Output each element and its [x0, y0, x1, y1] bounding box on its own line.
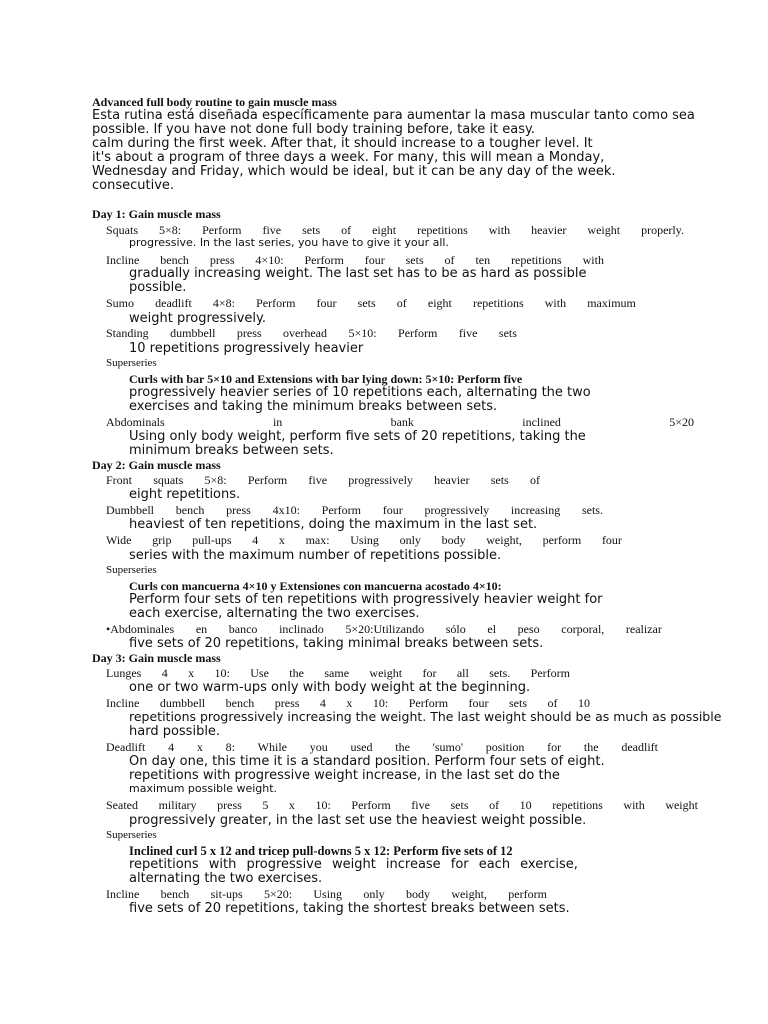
word: 5×8:	[159, 223, 182, 237]
day1-superseries-label: Superseries	[106, 357, 157, 369]
word: four	[601, 533, 622, 547]
word: max:	[305, 533, 330, 547]
day3-situps-line	[106, 888, 547, 900]
word: only	[399, 533, 421, 547]
day2-wide-continuation: series with the maximum number of repetitions possible.	[129, 548, 502, 563]
day3-situps-continuation: five sets of 20 repetitions, taking the shortest breaks between sets.	[129, 901, 570, 916]
word: 4×10:	[255, 253, 284, 267]
day2-wide-line	[106, 534, 622, 546]
intro-line: Esta rutina está diseñada específicamente para aumentar la masa muscular tanto como sea	[92, 108, 695, 123]
word: 8:	[225, 740, 235, 754]
word: 4	[161, 666, 168, 680]
word: only	[363, 887, 385, 901]
intro-line: Wednesday and Friday, which would be ideal, but it can be any day of the week.	[92, 164, 616, 179]
day3-incline-continuation: repetitions progressively increasing the weight. The last weight should be as much as possible	[129, 709, 722, 724]
word: x	[288, 798, 295, 812]
word: the	[583, 740, 599, 754]
word: While	[257, 740, 287, 754]
day1-sumo-line	[106, 297, 636, 309]
day2-dumbbell-continuation: heaviest of ten repetitions, doing the maximum in the last set.	[129, 517, 538, 532]
word: deadlift	[621, 740, 658, 754]
intro-line: calm during the first week. After that, it should increase to a tougher level. It	[92, 136, 593, 151]
word: corporal,	[561, 622, 605, 636]
word: for	[422, 666, 437, 680]
word: deadlift	[155, 296, 192, 310]
word: weight,	[486, 533, 522, 547]
word: 5×10:	[348, 326, 377, 340]
word: progressively	[348, 473, 413, 487]
word: press	[209, 253, 235, 267]
day3-deadlift-continuation: repetitions with progressive weight increase, in the last set do the	[129, 768, 560, 783]
day3-heading: Day 3: Gain muscle mass	[92, 651, 221, 665]
word: Perform	[398, 326, 438, 340]
word: weight	[369, 666, 403, 680]
word: of	[529, 473, 540, 487]
word: Using	[313, 887, 343, 901]
word: eight	[372, 223, 397, 237]
day1-abs-continuation: minimum breaks between sets.	[129, 443, 334, 458]
day1-curls-continuation: exercises and taking the minimum breaks between sets.	[129, 399, 498, 414]
word: of	[341, 223, 352, 237]
day1-incline-continuation: gradually increasing weight. The last set has to be as hard as possible	[129, 266, 587, 281]
day2-heading: Day 2: Gain muscle mass	[92, 458, 221, 472]
word: bench	[160, 253, 189, 267]
word: Seated	[106, 798, 138, 812]
word: Perform	[304, 253, 344, 267]
word: pull-ups	[192, 533, 232, 547]
day2-curls-line: Curls con mancuerna 4×10 y Extensiones con mancuerna acostado 4×10:	[129, 579, 502, 593]
word: you	[309, 740, 328, 754]
word: 5×20:	[263, 887, 293, 901]
word: Abdominals	[106, 415, 165, 429]
word: press	[274, 696, 300, 710]
word: with	[623, 798, 645, 812]
word: bench	[160, 887, 190, 901]
day3-seated-line	[106, 799, 698, 811]
word: weight	[331, 857, 376, 872]
day3-deadlift-line	[106, 741, 658, 753]
word: four	[364, 253, 385, 267]
word: x	[278, 533, 285, 547]
word: body	[441, 533, 466, 547]
word: x	[196, 740, 203, 754]
word: 4x10:	[272, 503, 300, 517]
word: four	[316, 296, 337, 310]
word: with	[488, 223, 511, 237]
day1-curls-line: Curls with bar 5×10 and Extensions with bar lying down: 5×10: Perform five	[129, 372, 523, 386]
word: all	[456, 666, 469, 680]
document-title: Advanced full body routine to gain muscle mass	[92, 95, 337, 109]
word: press	[217, 798, 242, 812]
day2-front-continuation: eight repetitions.	[129, 487, 241, 502]
day3-deadlift-continuation: maximum possible weight.	[129, 782, 278, 795]
word: for	[450, 857, 469, 872]
word: sets.	[489, 666, 511, 680]
word: with	[544, 296, 567, 310]
word: five	[308, 473, 328, 487]
word: •Abdominales	[106, 622, 175, 636]
day1-sumo-continuation: weight progressively.	[129, 311, 266, 326]
word: sets	[357, 296, 376, 310]
word: increase	[385, 857, 441, 872]
word: Perform	[530, 666, 570, 680]
word: grip	[152, 533, 172, 547]
word: five	[262, 223, 282, 237]
word: bench	[175, 503, 205, 517]
word: press	[236, 326, 262, 340]
day3-incline-continuation: hard possible.	[129, 724, 221, 739]
day3-seated-continuation: progressively greater, in the last set use the heaviest weight possible.	[129, 813, 587, 828]
word: Incline	[106, 253, 140, 267]
word: Perform	[351, 798, 391, 812]
word: Incline	[106, 887, 140, 901]
word: 10:	[372, 696, 389, 710]
word: with	[582, 253, 604, 267]
word: 10:	[315, 798, 331, 812]
word: progressive	[246, 857, 322, 872]
day2-abs-continuation: five sets of 20 repetitions, taking minimal breaks between sets.	[129, 636, 544, 651]
day1-squats-line	[106, 224, 684, 236]
word: peso	[517, 622, 540, 636]
word: weight	[665, 798, 698, 812]
word: 5×20	[669, 415, 694, 429]
word: inclined	[522, 415, 561, 429]
day1-abs-line	[106, 416, 694, 428]
word: 5	[262, 798, 269, 812]
day2-curls-continuation: Perform four sets of ten repetitions with progressively heavier weight for	[129, 592, 603, 607]
word: 4	[252, 533, 259, 547]
word: bench	[225, 696, 255, 710]
word: 4	[319, 696, 326, 710]
day1-standing-line	[106, 327, 517, 339]
word: dumbbell	[170, 326, 216, 340]
word: 'sumo'	[432, 740, 463, 754]
word: Squats	[106, 223, 139, 237]
word: properly.	[641, 223, 684, 237]
day3-inclined-curl-continuation	[129, 858, 578, 871]
word: Wide	[106, 533, 132, 547]
word: each	[478, 857, 511, 872]
day1-heading: Day 1: Gain muscle mass	[92, 207, 221, 221]
word: four	[468, 696, 489, 710]
day3-incline-line	[106, 697, 590, 709]
day3-deadlift-continuation: On day one, this time it is a standard position. Perform four sets of eight.	[129, 754, 605, 769]
word: Using	[350, 533, 379, 547]
word: dumbbell	[159, 696, 206, 710]
word: Perform	[321, 503, 361, 517]
word: 5×8:	[204, 473, 227, 487]
day1-abs-continuation: Using only body weight, perform five sets of 20 repetitions, taking the	[129, 429, 586, 444]
day1-standing-continuation: 10 repetitions progressively heavier	[129, 341, 364, 356]
word: perform	[542, 533, 582, 547]
word: body	[406, 887, 430, 901]
word: Use	[250, 666, 269, 680]
word: weight,	[451, 887, 487, 901]
word: for	[547, 740, 562, 754]
word: Deadlift	[106, 740, 146, 754]
word: maximum	[587, 296, 636, 310]
word: en	[195, 622, 208, 636]
word: the	[289, 666, 304, 680]
word: Standing	[106, 326, 149, 340]
word: 10	[577, 696, 590, 710]
word: the	[395, 740, 410, 754]
word: used	[350, 740, 373, 754]
word: sets.	[581, 503, 603, 517]
word: Perform	[256, 296, 296, 310]
word: five	[411, 798, 430, 812]
word: position	[485, 740, 525, 754]
word: sólo	[445, 622, 466, 636]
word: Sumo	[106, 296, 135, 310]
word: bank	[390, 415, 414, 429]
day3-inclined-curl-continuation: alternating the two exercises.	[129, 871, 323, 886]
word: sets	[509, 696, 528, 710]
word: Incline	[106, 696, 140, 710]
day2-superseries-label: Superseries	[106, 564, 157, 576]
word: same	[324, 666, 350, 680]
word: x	[188, 666, 195, 680]
day2-dumbbell-line	[106, 504, 603, 516]
word: heavier	[531, 223, 567, 237]
word: sit-ups	[210, 887, 243, 901]
intro-line: it's about a program of three days a week. For many, this will mean a Monday,	[92, 150, 605, 165]
word: Lunges	[106, 666, 142, 680]
day2-abs-line	[106, 623, 662, 635]
word: five	[458, 326, 478, 340]
word: military	[158, 798, 197, 812]
day2-front-line	[106, 474, 540, 486]
word: of	[396, 296, 407, 310]
day2-curls-continuation: each exercise, alternating the two exercises.	[129, 606, 420, 621]
word: Dumbbell	[106, 503, 154, 517]
word: eight	[427, 296, 452, 310]
word: sets	[498, 326, 517, 340]
word: repetitions	[417, 223, 468, 237]
word: press	[226, 503, 251, 517]
word: realizar	[625, 622, 662, 636]
word: increasing	[510, 503, 561, 517]
word: repetitions	[552, 798, 603, 812]
word: in	[272, 415, 283, 429]
word: 5×20:Utilizando	[345, 622, 425, 636]
day3-lunges-continuation: one or two warm-ups only with body weight at the beginning.	[129, 680, 531, 695]
day3-lunges-line	[106, 667, 570, 679]
word: exercise,	[520, 857, 578, 872]
word: weight	[587, 223, 621, 237]
word: inclinado	[279, 622, 324, 636]
word: sets	[450, 798, 469, 812]
word: 10	[519, 798, 532, 812]
word: banco	[228, 622, 258, 636]
word: progressively	[424, 503, 490, 517]
word: with	[208, 857, 237, 872]
day3-superseries-label: Superseries	[106, 829, 157, 841]
day1-squats-continuation: progressive. In the last series, you have to give it your all.	[129, 236, 449, 249]
word: 10:	[214, 666, 230, 680]
word: Perform	[408, 696, 449, 710]
day1-incline-continuation: possible.	[129, 280, 187, 295]
word: ten	[475, 253, 491, 267]
intro-line: possible. If you have not done full body training before, take it easy.	[92, 122, 535, 137]
word: sets	[405, 253, 424, 267]
word: repetitions	[129, 857, 199, 872]
word: x	[346, 696, 353, 710]
word: 4	[168, 740, 175, 754]
word: el	[487, 622, 497, 636]
word: overhead	[283, 326, 328, 340]
word: of	[489, 798, 500, 812]
word: heavier	[434, 473, 470, 487]
day1-curls-continuation: progressively heavier series of 10 repetitions each, alternating the two	[129, 385, 591, 400]
word: 4×8:	[212, 296, 235, 310]
day3-inclined-curl-line: Inclined curl 5 x 12 and tricep pull-downs 5 x 12: Perform five sets of 12	[129, 844, 513, 858]
word: perform	[508, 887, 547, 901]
word: of	[444, 253, 455, 267]
word: repetitions	[511, 253, 562, 267]
intro-line: consecutive.	[92, 178, 175, 193]
word: Perform	[202, 223, 242, 237]
word: Perform	[247, 473, 288, 487]
word: four	[382, 503, 403, 517]
word: sets	[302, 223, 321, 237]
word: of	[547, 696, 558, 710]
word: squats	[153, 473, 184, 487]
word: repetitions	[472, 296, 524, 310]
word: sets	[490, 473, 509, 487]
day1-incline-line	[106, 254, 604, 266]
word: Front	[106, 473, 133, 487]
